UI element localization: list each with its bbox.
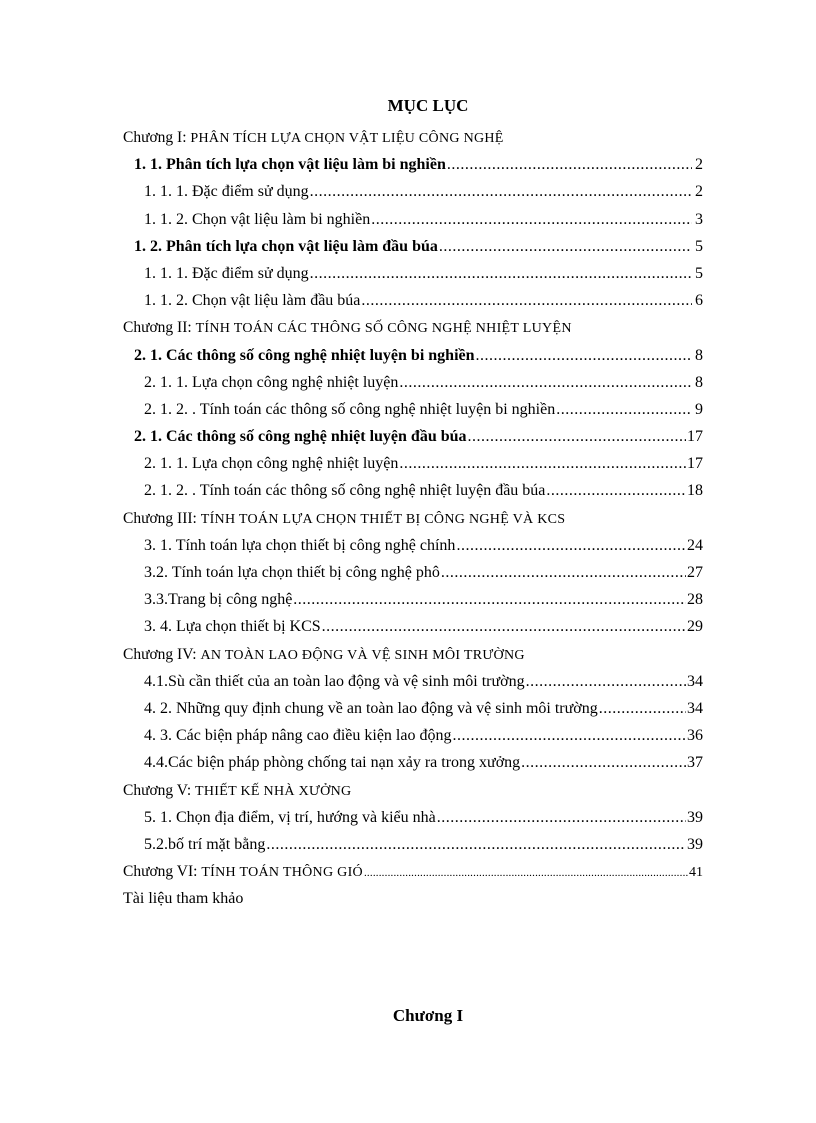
- dot-leader: [364, 858, 688, 887]
- dot-leader: [310, 178, 692, 205]
- chapter-heading: Chương I: [392, 1006, 464, 1025]
- toc-entry[interactable]: [123, 178, 703, 205]
- toc-entry-label: 5.2.bố trí mặt bằng: [144, 835, 266, 853]
- toc-entry-label: 1. 2. Phân tích lựa chọn vật liệu làm đầu búa: [134, 237, 438, 255]
- dot-leader: [293, 586, 686, 613]
- toc-entry[interactable]: [123, 641, 703, 668]
- chapter-prefix: Chương IV:: [123, 645, 201, 663]
- toc-entry-label: 4.1.Sù cần thiết của an toàn lao động và vệ sinh môi trường: [144, 672, 525, 690]
- toc-title: MỤC LỤC: [387, 96, 469, 115]
- toc-page-number: 36: [687, 727, 703, 745]
- chapter-title: TÍNH TOÁN THÔNG GIÓ: [201, 865, 363, 881]
- toc-entry-label: 1. 1. 2. Chọn vật liệu làm bi nghiền: [144, 210, 371, 228]
- chapter-title: AN TOÀN LAO ĐỘNG VÀ VỆ SINH MÔI TRƯỜNG: [200, 647, 525, 663]
- dot-leader: [526, 668, 686, 695]
- toc-page-number: 39: [687, 835, 703, 853]
- chapter-prefix: Chương VI:: [123, 863, 202, 881]
- dot-leader: [322, 613, 686, 640]
- toc-entry[interactable]: [123, 613, 703, 640]
- toc-entry-label: [123, 124, 504, 152]
- toc-entry[interactable]: [123, 369, 703, 396]
- toc-entry[interactable]: [123, 206, 703, 233]
- chapter-prefix: Chương III:: [123, 509, 201, 527]
- toc-entry-label: 2. 1. Các thông số công nghệ nhiệt luyện đầu búa: [134, 428, 467, 446]
- toc-page-number: 27: [687, 564, 703, 581]
- toc-entry-label: 3.3.Trang bị công nghệ: [144, 591, 293, 609]
- dot-leader: [441, 559, 686, 586]
- toc-entry[interactable]: [123, 260, 703, 287]
- dot-leader: [456, 532, 686, 559]
- toc-entry-label: 1. 1. 2. Chọn vật liệu làm đầu búa: [144, 292, 361, 310]
- toc-page-number: 34: [687, 672, 703, 690]
- toc-entry-label: 4. 2. Những quy định chung về an toàn lao động và vệ sinh môi trường: [144, 699, 598, 717]
- toc-entry-label: 3. 1. Tính toán lựa chọn thiết bị công nghệ chính: [144, 536, 456, 554]
- toc-page-number: 17: [687, 428, 703, 446]
- toc-entry-label: 1. 1. Phân tích lựa chọn vật liệu làm bi nghiền: [134, 156, 446, 174]
- toc-entry[interactable]: [123, 559, 703, 586]
- toc-entry[interactable]: [123, 124, 703, 151]
- toc-entry[interactable]: [123, 287, 703, 314]
- dot-leader: [439, 233, 692, 260]
- chapter-prefix: Chương II:: [123, 319, 196, 337]
- dot-leader: [546, 477, 686, 504]
- toc-page-number: 37: [687, 754, 703, 772]
- dot-leader: [266, 831, 686, 858]
- toc-entry-label: [123, 505, 565, 533]
- chapter-title: TÍNH TOÁN LỰA CHỌN THIẾT BỊ CÔNG NGHỆ VÀ KCS: [200, 511, 566, 527]
- toc-page-number: 34: [687, 699, 703, 717]
- toc-page-number: 5: [695, 264, 703, 282]
- toc-page-number: 28: [687, 591, 703, 609]
- dot-leader: [452, 722, 686, 749]
- toc-entry-label: 4.4.Các biện pháp phòng chống tai nạn xảy ra trong xưởng: [144, 754, 521, 772]
- dot-leader: [371, 206, 692, 233]
- toc-entry-label: [123, 777, 351, 805]
- toc-entry[interactable]: [123, 722, 703, 749]
- toc-entry[interactable]: [123, 396, 703, 423]
- toc-page-number: 24: [687, 536, 703, 554]
- toc-entry[interactable]: [123, 804, 703, 831]
- dot-leader: [476, 342, 692, 369]
- toc-entry[interactable]: [123, 233, 703, 260]
- toc-entry-label: 2. 1. 2. . Tính toán các thông số công nghệ nhiệt luyện đầu búa: [144, 482, 546, 500]
- dot-leader: [437, 804, 686, 831]
- toc-entry-label: [123, 858, 363, 886]
- toc-entry[interactable]: [123, 314, 703, 341]
- toc-page-number: 41: [689, 865, 703, 881]
- toc-entry[interactable]: [123, 532, 703, 559]
- toc-page-number: 8: [695, 346, 703, 364]
- toc-entry-label: Tài liệu tham khảo: [123, 890, 244, 908]
- dot-leader: [447, 151, 692, 178]
- toc-entry[interactable]: [123, 477, 703, 504]
- toc-entry[interactable]: [123, 586, 703, 613]
- toc-entry[interactable]: [123, 668, 703, 695]
- toc-page-number: 9: [695, 400, 703, 418]
- toc-entry-label: 1. 1. 1. Đặc điểm sử dụng: [144, 183, 309, 201]
- toc-entry-label: 2. 1. 1. Lựa chọn công nghệ nhiệt luyện: [144, 373, 399, 391]
- dot-leader: [361, 287, 692, 314]
- chapter-title: PHÂN TÍCH LỰA CHỌN VẬT LIỆU CÔNG NGHỆ: [190, 131, 504, 146]
- dot-leader: [468, 423, 686, 450]
- toc-entry-label: 1. 1. 1. Đặc điểm sử dụng: [144, 264, 309, 282]
- dot-leader: [599, 695, 686, 722]
- dot-leader: [399, 450, 686, 477]
- toc-entry[interactable]: [123, 777, 703, 804]
- toc-entry-label: 5. 1. Chọn địa điểm, vị trí, hướng và kiểu nhà: [144, 808, 436, 826]
- toc-entry-label: 3.2. Tính toán lựa chọn thiết bị công nghệ phô: [144, 564, 440, 581]
- toc-entry[interactable]: [123, 505, 703, 532]
- toc-entry[interactable]: [123, 749, 703, 776]
- toc-page-number: 3: [695, 210, 703, 228]
- toc-page-number: 5: [695, 237, 703, 255]
- toc-entry-label: 2. 1. 2. . Tính toán các thông số công nghệ nhiệt luyện bi nghiền: [144, 400, 556, 418]
- toc-entry[interactable]: [123, 858, 703, 885]
- toc-entry[interactable]: [123, 831, 703, 858]
- toc-entry-label: 2. 1. Các thông số công nghệ nhiệt luyện bi nghiền: [134, 346, 475, 364]
- toc-page-number: 2: [695, 156, 703, 174]
- toc-entry-label: 4. 3. Các biện pháp nâng cao điều kiện lao động: [144, 727, 452, 745]
- toc-entry-label: [123, 641, 525, 669]
- toc-entry[interactable]: [123, 450, 703, 477]
- dot-leader: [521, 749, 686, 776]
- dot-leader: [399, 369, 692, 396]
- toc-entry[interactable]: [123, 151, 703, 178]
- toc-entry-label: 3. 4. Lựa chọn thiết bị KCS: [144, 618, 321, 636]
- chapter-prefix: Chương V:: [123, 781, 196, 799]
- toc-page-number: 2: [695, 183, 703, 201]
- dot-leader: [556, 396, 692, 423]
- toc-entry-label: 2. 1. 1. Lựa chọn công nghệ nhiệt luyện: [144, 455, 399, 473]
- toc-entry[interactable]: [123, 695, 703, 722]
- table-of-contents: [123, 124, 703, 912]
- toc-entry[interactable]: [123, 342, 703, 369]
- toc-page-number: 18: [687, 482, 703, 500]
- toc-entry-label: [123, 314, 572, 342]
- toc-entry[interactable]: [123, 885, 703, 912]
- toc-page-number: 29: [687, 618, 703, 636]
- chapter-prefix: Chương I:: [123, 129, 191, 146]
- chapter-title: TÍNH TOÁN CÁC THÔNG SỐ CÔNG NGHỆ NHIỆT LUYỆN: [195, 321, 572, 337]
- toc-page-number: 39: [687, 808, 703, 826]
- dot-leader: [310, 260, 692, 287]
- toc-entry[interactable]: [123, 423, 703, 450]
- chapter-title: THIẾT KẾ NHÀ XƯỞNG: [195, 783, 352, 799]
- toc-page-number: 17: [687, 455, 703, 473]
- toc-page-number: 6: [695, 292, 703, 310]
- toc-page-number: 8: [695, 373, 703, 391]
